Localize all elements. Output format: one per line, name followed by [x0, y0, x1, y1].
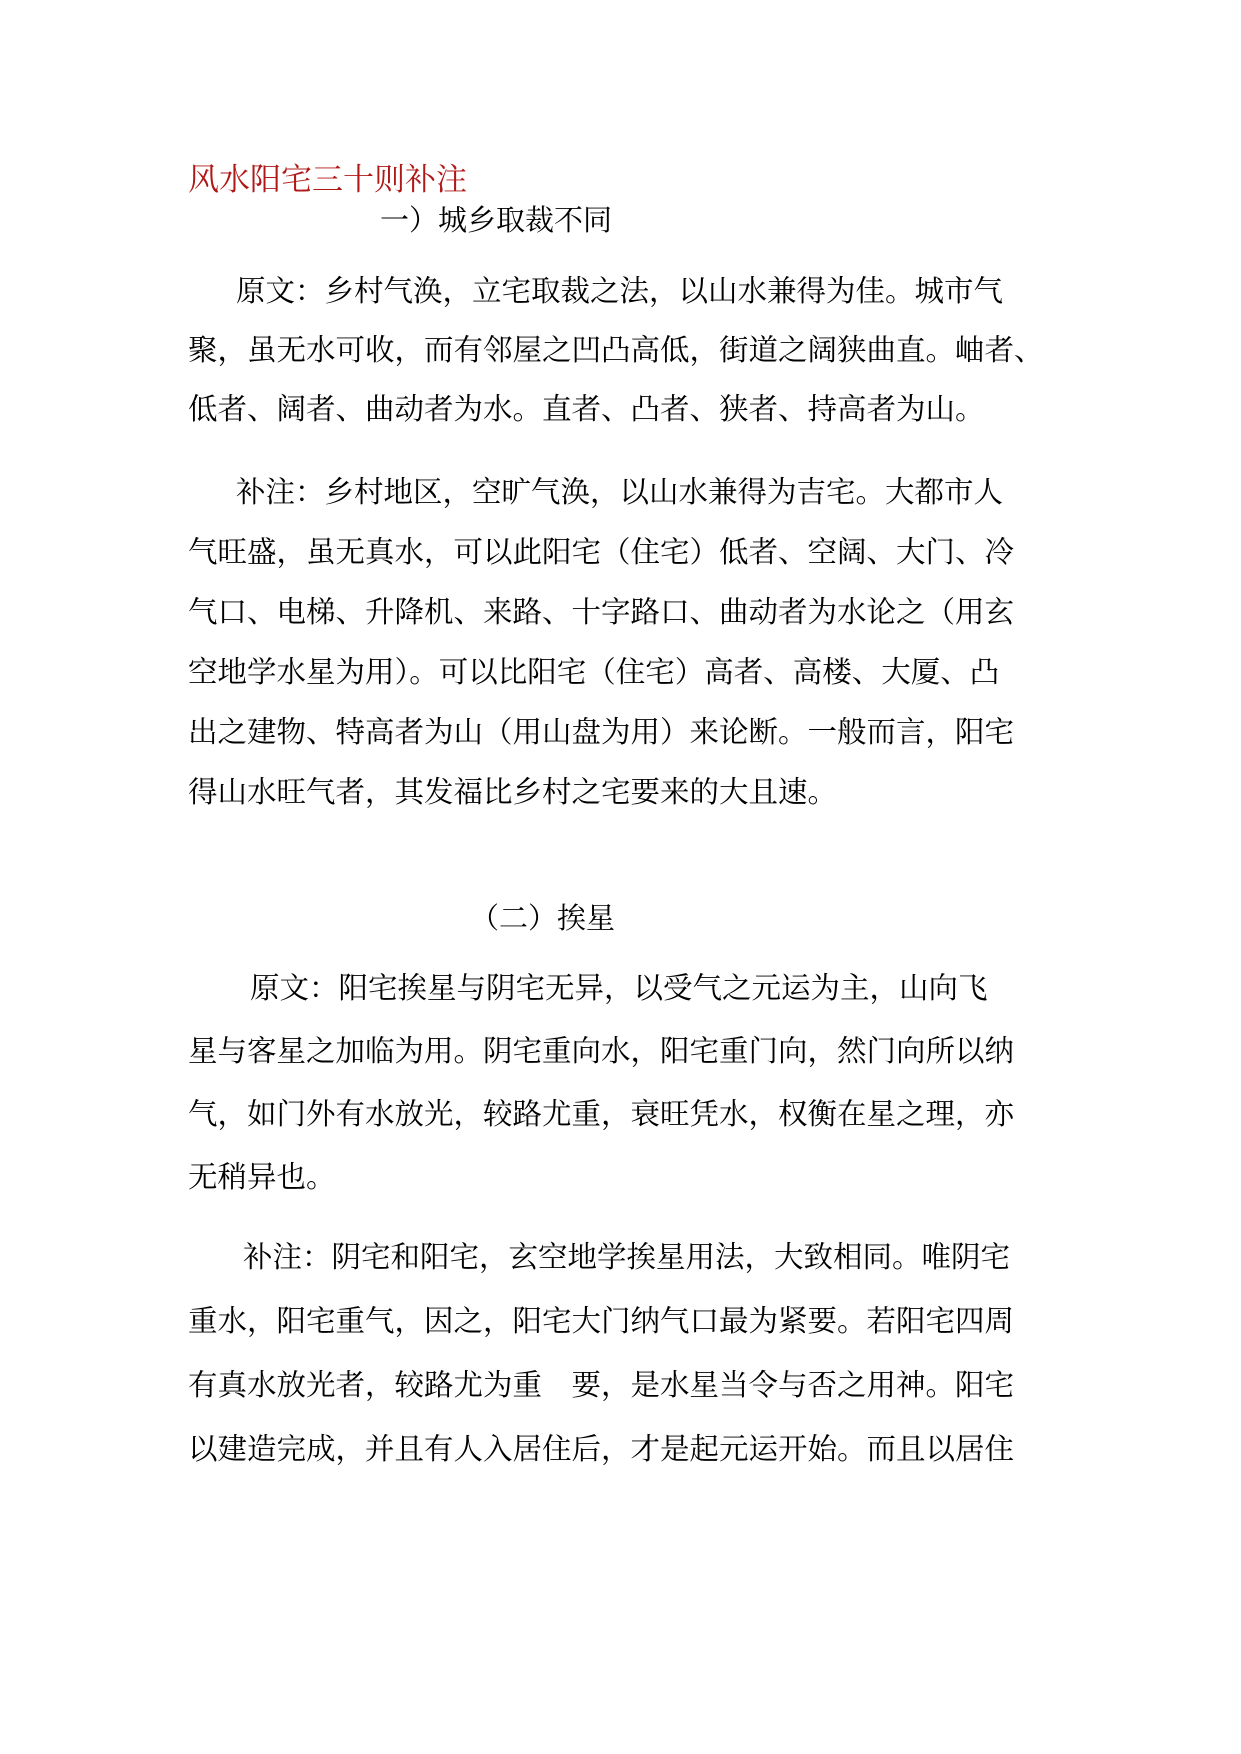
section-heading-1: 一）城乡取裁不同	[380, 203, 613, 237]
paragraph-line: 气旺盛，虽无真水，可以此阳宅（住宅）低者、空阔、大门、冷	[188, 535, 1015, 569]
paragraph-line: 原文：乡村气涣，立宅取裁之法，以山水兼得为佳。城市气	[236, 274, 1004, 308]
paragraph-line: 得山水旺气者，其发福比乡村之宅要来的大且速。	[188, 775, 838, 809]
paragraph-line: 无稍异也。	[188, 1160, 336, 1194]
document-title: 风水阳宅三十则补注	[188, 162, 467, 198]
paragraph-line: 气口、电梯、升降机、来路、十字路口、曲动者为水论之（用玄	[188, 595, 1015, 629]
section-2-note-paragraph	[188, 1225, 1068, 1481]
paragraph-line: 低者、阔者、曲动者为水。直者、凸者、狭者、持高者为山。	[188, 392, 985, 426]
section-2-original-paragraph	[188, 957, 1068, 1209]
paragraph-line: 补注：乡村地区，空旷气涣，以山水兼得为吉宅。大都市人	[236, 475, 1004, 509]
paragraph-line: 原文：阳宅挨星与阴宅无异，以受气之元运为主，山向飞	[250, 971, 988, 1005]
paragraph-line: 出之建物、特高者为山（用山盘为用）来论断。一般而言，阳宅	[188, 715, 1015, 749]
section-1-original-paragraph	[188, 262, 1068, 439]
section-1-note-paragraph	[188, 462, 1068, 822]
paragraph-line: 有真水放光者，较路尤为重 要，是水星当令与否之用神。阳宅	[188, 1368, 1015, 1402]
paragraph-line: 聚，虽无水可收，而有邻屋之凹凸高低，街道之阔狭曲直。岫者、	[188, 333, 1044, 367]
section-heading-2: （二）挨星	[470, 901, 616, 935]
paragraph-line: 空地学水星为用）。可以比阳宅（住宅）高者、高楼、大厦、凸	[188, 655, 1000, 689]
paragraph-line: 补注：阴宅和阳宅，玄空地学挨星用法，大致相同。唯阴宅	[243, 1240, 1011, 1274]
paragraph-line: 重水，阳宅重气，因之，阳宅大门纳气口最为紧要。若阳宅四周	[188, 1304, 1015, 1338]
paragraph-line: 以建造完成，并且有人入居住后，才是起元运开始。而且以居住	[188, 1432, 1015, 1466]
paragraph-line: 气，如门外有水放光，较路尤重，衰旺凭水，权衡在星之理，亦	[188, 1097, 1015, 1131]
paragraph-line: 星与客星之加临为用。阴宅重向水，阳宅重门向，然门向所以纳	[188, 1034, 1015, 1068]
